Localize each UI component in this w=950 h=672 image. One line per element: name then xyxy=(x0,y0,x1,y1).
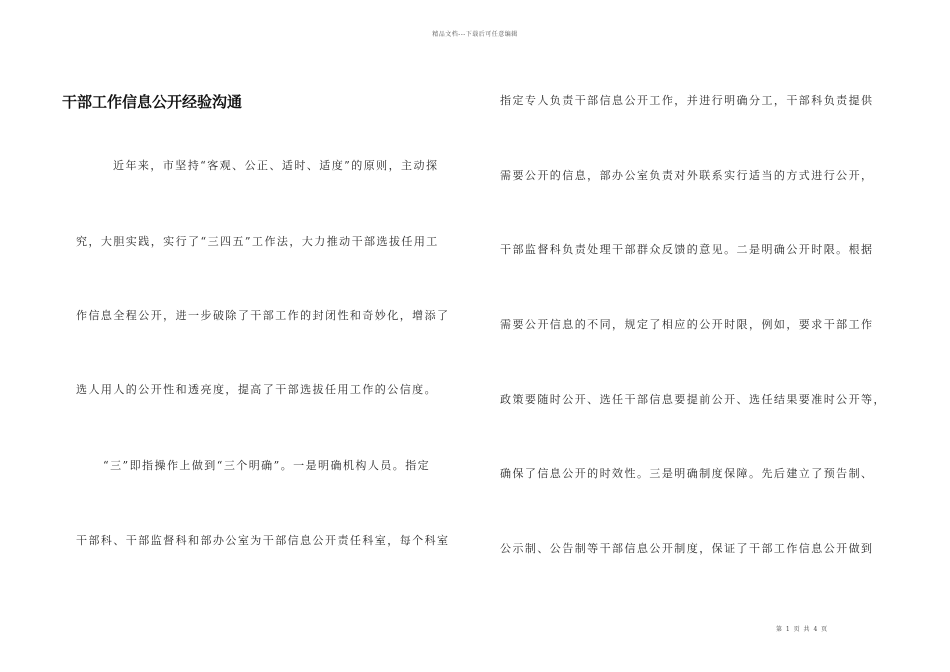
document-title: 干部工作信息公开经验沟通 xyxy=(62,93,243,111)
paragraph-line: 指定专人负责干部信息公开工作，并进行明确分工，干部科负责提供 xyxy=(500,94,874,107)
paragraph-line: 究，大胆实践，实行了“三四五”工作法，大力推动干部选拔任用工 xyxy=(76,235,439,248)
paragraph-line: 政策要随时公开、选任干部信息要提前公开、选任结果要准时公开等， xyxy=(500,393,886,406)
paragraph-line: 干部科、干部监督科和部办公室为干部信息公开责任科室，每个科室 xyxy=(76,534,450,547)
paragraph-line: 选人用人的公开性和透亮度，提高了干部选拔任用工作的公信度。 xyxy=(76,383,438,396)
paragraph-line: “三”即指操作上做到“三个明确”。一是明确机构人员。指定 xyxy=(103,459,431,472)
paragraph-line: 近年来，市坚持“客观、公正、适时、适度”的原则，主动探 xyxy=(113,159,439,172)
paragraph-line: 需要公开信息的不同，规定了相应的公开时限，例如，要求干部工作 xyxy=(500,318,874,331)
page-header: 精品文档---下载后可任意编辑 xyxy=(432,31,518,38)
paragraph-line: 作信息全程公开，进一步破除了干部工作的封闭性和奇妙化，增添了 xyxy=(76,309,450,322)
paragraph-line: 公示制、公告制等干部信息公开制度，保证了干部工作信息公开做到 xyxy=(500,542,874,555)
paragraph-line: 干部监督科负责处理干部群众反馈的意见。二是明确公开时限。根据 xyxy=(500,243,874,256)
paragraph-line: 确保了信息公开的时效性。三是明确制度保障。先后建立了预告制、 xyxy=(500,467,874,480)
paragraph-line: 需要公开的信息，部办公室负责对外联系实行适当的方式进行公开， xyxy=(500,169,874,182)
page-number: 第 1 页 共 4 页 xyxy=(776,626,829,633)
